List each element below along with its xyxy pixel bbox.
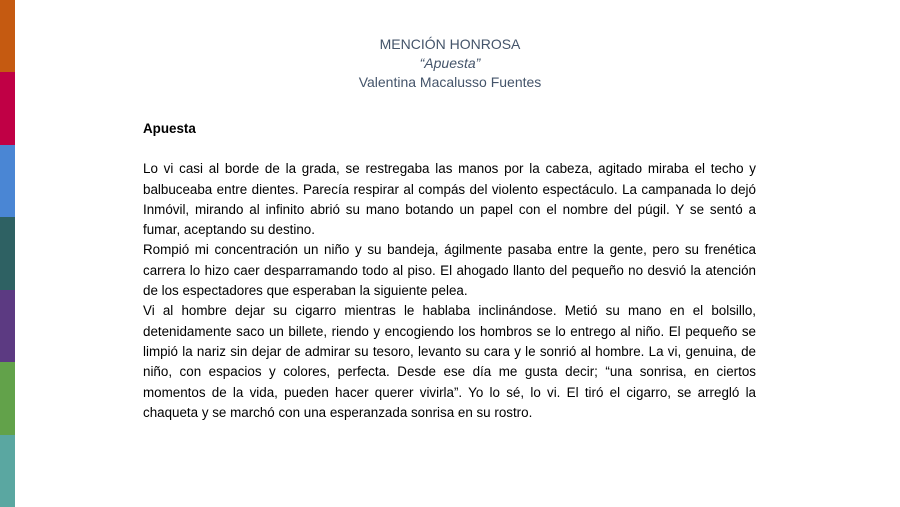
author-name: Valentina Macalusso Fuentes — [358, 74, 542, 90]
color-bar-segment — [0, 217, 15, 289]
award-title: MENCIÓN HONROSA — [379, 36, 521, 52]
story-paragraph: Lo vi casi al borde de la grada, se restregaba las manos por la cabeza, agitado miraba el techo y balbuceaba entre dientes. Parecía respirar al compás del violento espectáculo. La campanada lo dejó Inmóvil, mirando al infinito abrió su mano botando un papel con el nombre del púgil. Y se sentó a fumar, aceptando su destino. — [143, 161, 756, 238]
story-paragraph: Vi al hombre dejar su cigarro mientras le hablaba inclinándose. Metió su mano en el bolsillo, detenidamente saco un billete, riendo y encogiendo los hombros se lo entrego al niño. El pequeño se limpió la nariz sin dejar de admirar su tesoro, levanto su cara y le sonrió al hombre. La vi, genuina, de niño, con espacios y colores, perfecta. Desde ese día me gusta decir; “una sonrisa, en ciertos momentos de la vida, pueden hacer querer vivirla”. Yo lo sé, lo vi. El tiró el cigarro, se arregló la chaqueta y se marchó con una esperanzada sonrisa en su rostro. — [143, 303, 756, 420]
color-bar-segment — [0, 290, 15, 362]
story-paragraph: Rompió mi concentración un niño y su bandeja, ágilmente pasaba entre la gente, pero su frenética carrera lo hizo caer desparramando todo al piso. El ahogado llanto del pequeño no desvió la atención de los espectadores que esperaban la siguiente pelea. — [143, 242, 756, 299]
slide-header — [0, 35, 900, 92]
color-bar-segment — [0, 145, 15, 217]
work-title: “Apuesta” — [419, 55, 481, 71]
story-body — [143, 119, 756, 423]
story-heading: Apuesta — [143, 121, 196, 136]
color-bar-segment — [0, 435, 15, 507]
color-bar-segment — [0, 362, 15, 434]
